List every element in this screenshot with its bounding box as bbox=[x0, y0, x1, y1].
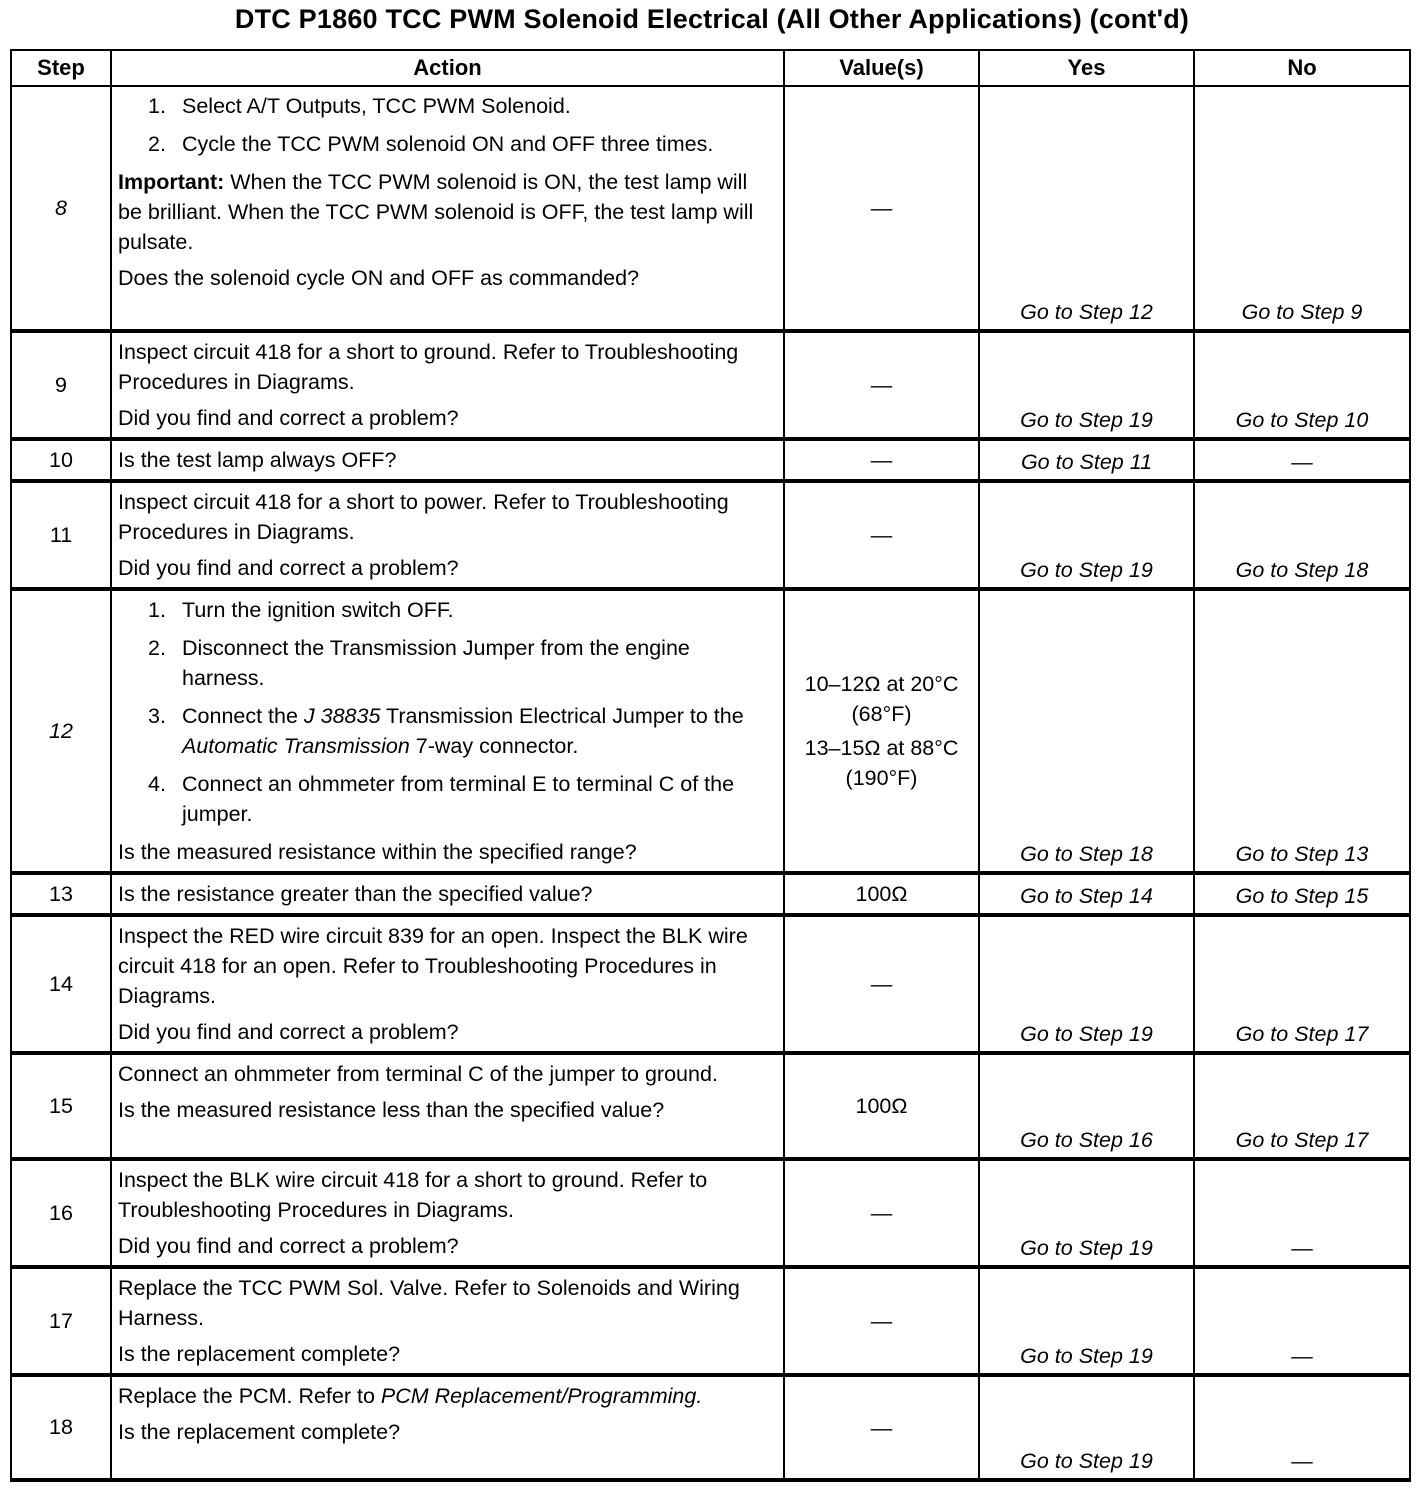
table-row bbox=[11, 86, 1410, 331]
value-text: 100Ω bbox=[855, 882, 908, 906]
action-paragraph bbox=[118, 167, 777, 257]
text-segment: Connect an ohmmeter from terminal C of the jumper to ground. bbox=[118, 1062, 718, 1086]
action-question: Is the measured resistance less than the specified value? bbox=[118, 1098, 665, 1122]
action-question: Did you find and correct a problem? bbox=[118, 1234, 459, 1258]
step-number: 17 bbox=[11, 1267, 111, 1375]
action-step-item bbox=[118, 129, 777, 159]
item-number: 4. bbox=[148, 772, 166, 796]
yes-result: Go to Step 16 bbox=[979, 1053, 1194, 1159]
action-cell bbox=[111, 1267, 784, 1375]
value-cell bbox=[784, 331, 979, 439]
table-row bbox=[11, 915, 1410, 1053]
item-text bbox=[182, 701, 777, 761]
step-number: 9 bbox=[11, 331, 111, 439]
item-number: 3. bbox=[148, 704, 166, 728]
table-row bbox=[11, 439, 1410, 481]
text-segment: Disconnect the Transmission Jumper from the engine harness. bbox=[182, 636, 690, 690]
value-cell bbox=[784, 86, 979, 331]
item-text bbox=[182, 633, 777, 693]
action-question: Is the replacement complete? bbox=[118, 1342, 401, 1366]
item-number: 2. bbox=[148, 132, 166, 156]
yes-result: Go to Step 19 bbox=[979, 481, 1194, 589]
header-yes: Yes bbox=[979, 50, 1194, 86]
text-segment: Inspect circuit 418 for a short to ground. Refer to Troubleshooting Procedures in Diagrams. bbox=[118, 340, 739, 394]
header-value: Value(s) bbox=[784, 50, 979, 86]
item-text bbox=[182, 129, 713, 159]
no-result: Go to Step 17 bbox=[1194, 915, 1410, 1053]
step-number: 10 bbox=[11, 439, 111, 481]
action-cell bbox=[111, 589, 784, 873]
item-number: 1. bbox=[148, 94, 166, 118]
item-number: 1. bbox=[148, 598, 166, 622]
value-text: — bbox=[870, 1415, 893, 1440]
text-segment: Replace the TCC PWM Sol. Valve. Refer to Solenoids and Wiring Harness. bbox=[118, 1276, 740, 1330]
action-question: Did you find and correct a problem? bbox=[118, 556, 459, 580]
action-question: Does the solenoid cycle ON and OFF as commanded? bbox=[118, 266, 640, 290]
no-result: Go to Step 17 bbox=[1194, 1053, 1410, 1159]
text-segment: Cycle the TCC PWM solenoid ON and OFF three times. bbox=[182, 132, 714, 156]
table-row bbox=[11, 1267, 1410, 1375]
action-step-item bbox=[118, 769, 777, 829]
action-paragraph bbox=[118, 921, 777, 1011]
value-text: — bbox=[870, 972, 893, 996]
value-cell bbox=[784, 915, 979, 1053]
text-segment: Transmission Electrical Jumper to the bbox=[380, 704, 744, 728]
no-result: Go to Step 18 bbox=[1194, 481, 1410, 589]
action-question: Did you find and correct a problem? bbox=[118, 1020, 459, 1044]
no-result: Go to Step 9 bbox=[1194, 86, 1410, 331]
step-number: 18 bbox=[11, 1375, 111, 1480]
action-question: Is the measured resistance within the specified range? bbox=[118, 840, 637, 864]
no-result: — bbox=[1194, 1159, 1410, 1267]
no-result: — bbox=[1194, 439, 1410, 481]
text-segment: Connect an ohmmeter from terminal E to terminal C of the jumper. bbox=[182, 772, 735, 826]
action-step-item bbox=[118, 633, 777, 693]
action-question: Is the test lamp always OFF? bbox=[118, 448, 397, 472]
text-segment: Inspect the BLK wire circuit 418 for a short to ground. Refer to Troubleshooting Procedures in Diagrams. bbox=[118, 1168, 708, 1222]
yes-result: Go to Step 19 bbox=[979, 1267, 1194, 1375]
action-cell bbox=[111, 439, 784, 481]
step-number: 11 bbox=[11, 481, 111, 589]
item-number: 2. bbox=[148, 636, 166, 660]
action-step-item bbox=[118, 701, 777, 761]
action-cell bbox=[111, 1159, 784, 1267]
action-paragraph bbox=[118, 1273, 777, 1333]
table-title: DTC P1860 TCC PWM Solenoid Electrical (All Other Applications) (cont'd) bbox=[234, 4, 1190, 34]
value-cell bbox=[784, 589, 979, 873]
text-segment: Connect the bbox=[182, 704, 304, 728]
step-number: 15 bbox=[11, 1053, 111, 1159]
table-row bbox=[11, 1053, 1410, 1159]
action-question: Did you find and correct a problem? bbox=[118, 406, 459, 430]
value-cell bbox=[784, 1053, 979, 1159]
value-cell bbox=[784, 873, 979, 915]
header-row bbox=[11, 50, 1410, 86]
text-segment: Inspect circuit 418 for a short to power. Refer to Troubleshooting Procedures in Diagrams. bbox=[118, 490, 729, 544]
action-cell bbox=[111, 86, 784, 331]
no-result: Go to Step 15 bbox=[1194, 873, 1410, 915]
table-row bbox=[11, 589, 1410, 873]
step-number: 12 bbox=[11, 589, 111, 873]
text-segment: Turn the ignition switch OFF. bbox=[182, 598, 454, 622]
value-text: — bbox=[870, 373, 893, 397]
item-text bbox=[182, 595, 454, 625]
action-cell bbox=[111, 481, 784, 589]
step-number: 16 bbox=[11, 1159, 111, 1267]
yes-result: Go to Step 19 bbox=[979, 331, 1194, 439]
text-segment: When the TCC PWM solenoid is ON, the test lamp will be brilliant. When the TCC PWM solenoid is OFF, the test lamp will pulsate. bbox=[118, 170, 754, 254]
yes-result: Go to Step 19 bbox=[979, 1159, 1194, 1267]
action-step-item bbox=[118, 595, 777, 625]
header-step: Step bbox=[11, 50, 111, 86]
value-text: 13–15Ω at 88°C (190°F) bbox=[804, 736, 959, 790]
text-segment: Important: bbox=[118, 170, 225, 194]
action-step-item bbox=[118, 91, 777, 121]
no-result: Go to Step 13 bbox=[1194, 589, 1410, 873]
yes-result: Go to Step 14 bbox=[979, 873, 1194, 915]
text-segment: Select A/T Outputs, TCC PWM Solenoid. bbox=[182, 94, 571, 118]
yes-result: Go to Step 11 bbox=[979, 439, 1194, 481]
value-cell bbox=[784, 1159, 979, 1267]
header-action: Action bbox=[111, 50, 784, 86]
action-paragraph bbox=[118, 337, 777, 397]
table-row bbox=[11, 331, 1410, 439]
header-no: No bbox=[1194, 50, 1410, 86]
text-segment: 7-way connector. bbox=[409, 734, 579, 758]
step-number: 8 bbox=[11, 86, 111, 331]
value-text: — bbox=[870, 1201, 893, 1225]
text-segment: Inspect the RED wire circuit 839 for an open. Inspect the BLK wire circuit 418 for an open. Refer to Troubleshooting Procedures in Diagrams. bbox=[118, 924, 748, 1008]
no-result: Go to Step 10 bbox=[1194, 331, 1410, 439]
value-cell bbox=[784, 1267, 979, 1375]
action-paragraph bbox=[118, 1165, 777, 1225]
value-text: — bbox=[870, 1309, 893, 1333]
table-row bbox=[11, 1375, 1410, 1480]
yes-result: Go to Step 18 bbox=[979, 589, 1194, 873]
value-text: 10–12Ω at 20°C (68°F) bbox=[804, 672, 959, 726]
table-row bbox=[11, 1159, 1410, 1267]
value-cell bbox=[784, 1375, 979, 1480]
value-text: 100Ω bbox=[855, 1094, 908, 1118]
text-segment: PCM Replacement/Programming. bbox=[380, 1384, 703, 1408]
value-text: — bbox=[870, 523, 893, 547]
no-result: — bbox=[1194, 1267, 1410, 1375]
item-text bbox=[182, 91, 571, 121]
step-number: 14 bbox=[11, 915, 111, 1053]
action-paragraph bbox=[118, 1059, 777, 1089]
no-result: — bbox=[1194, 1375, 1410, 1480]
action-cell bbox=[111, 873, 784, 915]
action-cell bbox=[111, 1053, 784, 1159]
step-number: 13 bbox=[11, 873, 111, 915]
action-paragraph bbox=[118, 487, 777, 547]
item-text bbox=[182, 769, 777, 829]
action-cell bbox=[111, 1375, 784, 1480]
value-cell bbox=[784, 439, 979, 481]
diagnostic-table bbox=[10, 49, 1411, 1482]
yes-result: Go to Step 19 bbox=[979, 1375, 1194, 1480]
action-cell bbox=[111, 331, 784, 439]
text-segment: Automatic Transmission bbox=[182, 734, 410, 758]
text-segment: J 38835 bbox=[303, 704, 381, 728]
action-cell bbox=[111, 915, 784, 1053]
table-row bbox=[11, 481, 1410, 589]
table-row bbox=[11, 873, 1410, 915]
action-question: Is the replacement complete? bbox=[118, 1420, 401, 1444]
action-paragraph bbox=[118, 1381, 777, 1411]
yes-result: Go to Step 12 bbox=[979, 86, 1194, 331]
yes-result: Go to Step 19 bbox=[979, 915, 1194, 1053]
value-text: — bbox=[870, 448, 893, 472]
action-question: Is the resistance greater than the specified value? bbox=[118, 882, 593, 906]
text-segment: Replace the PCM. Refer to bbox=[118, 1384, 381, 1408]
value-cell bbox=[784, 481, 979, 589]
value-text: — bbox=[870, 196, 893, 220]
